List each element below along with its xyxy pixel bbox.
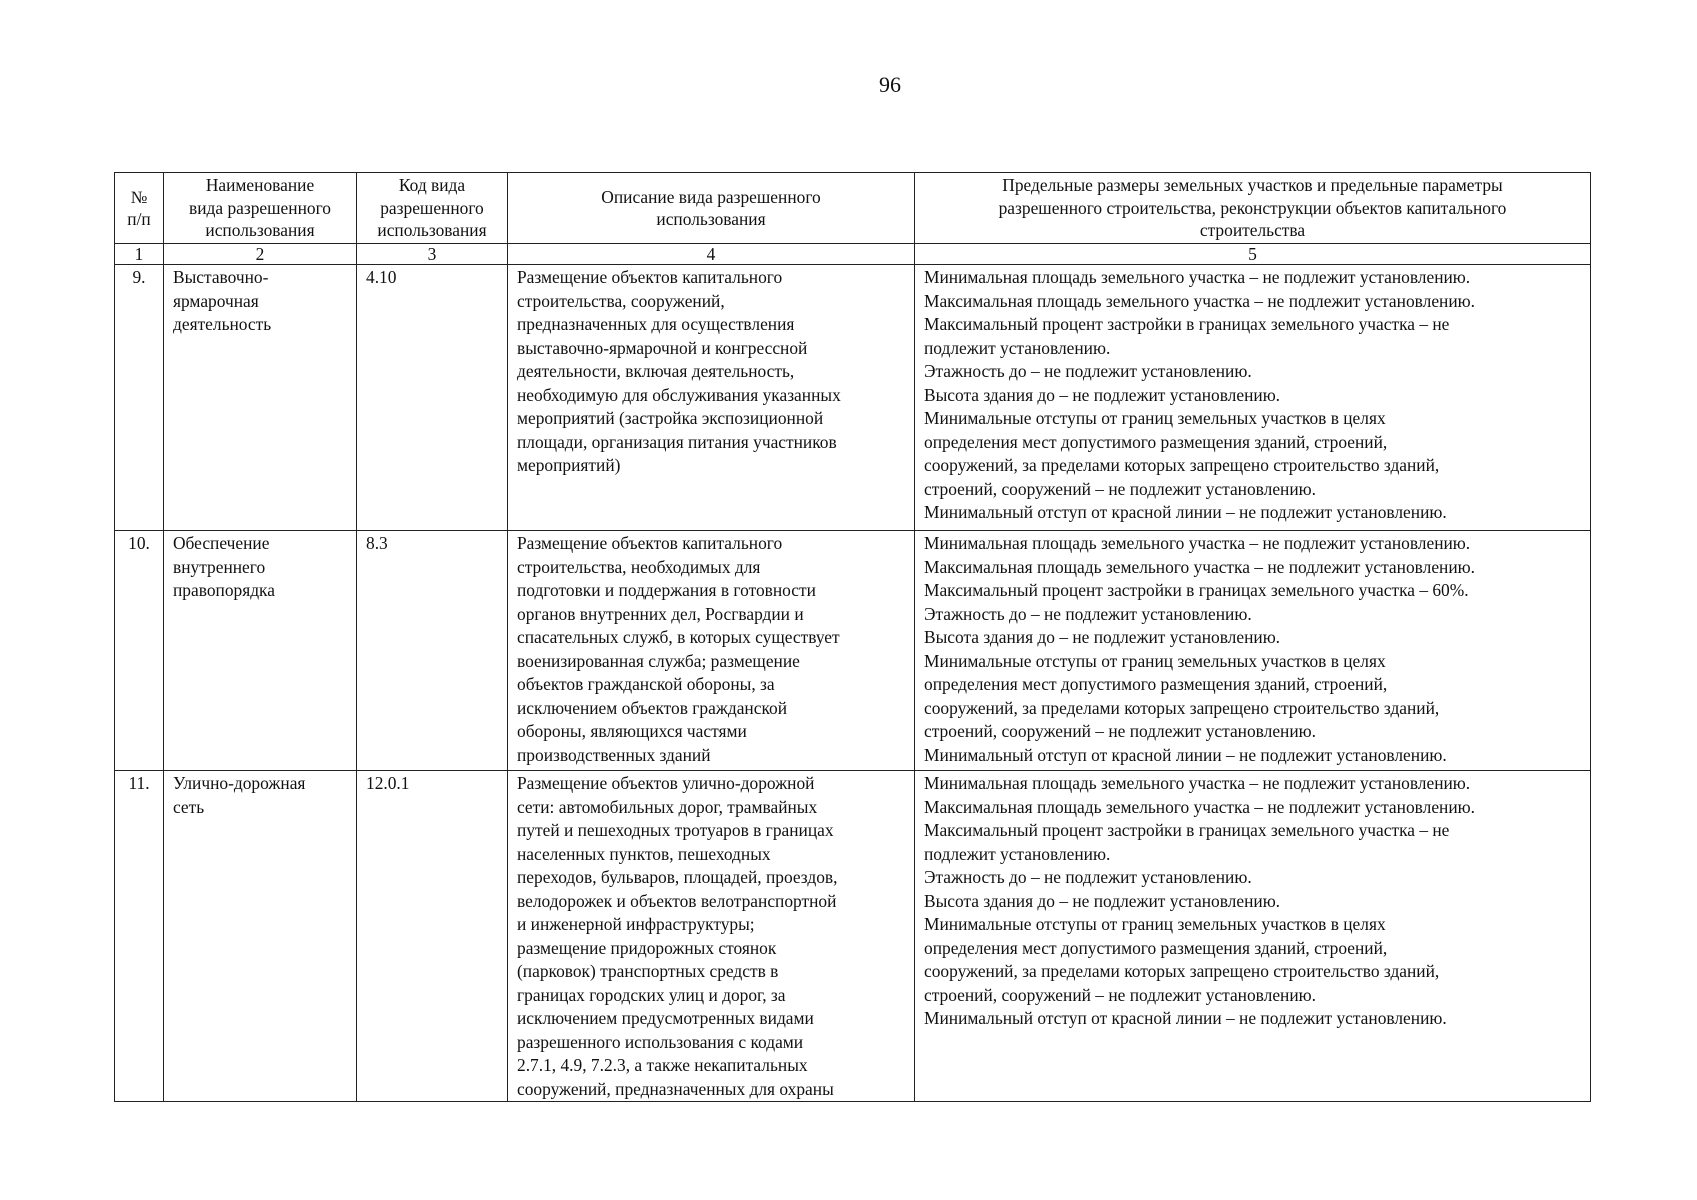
use-type-name: Улично-дорожная сеть: [164, 771, 357, 1102]
column-number: 5: [915, 244, 1591, 265]
table-header-row: [115, 173, 1591, 244]
column-number: 2: [164, 244, 357, 265]
header-code: Код вида разрешенного использования: [357, 173, 508, 244]
page-number: 96: [879, 72, 901, 97]
header-parameters: Предельные размеры земельных участков и предельные параметры разрешенного строительства, реконструкции объектов капитального строительства: [915, 173, 1591, 244]
column-number: 1: [115, 244, 164, 265]
use-type-parameters: Минимальная площадь земельного участка – не подлежит установлению. Максимальная площадь земельного участка – не подлежит установлению. Максимальный процент застройки в границах земельного участка – 60%. Этажность до – не подлежит установлению. Высота здания до – не подлежит установлению. Минимальные отступы от границ земельных участков в целях определения мест допустимого размещения зданий, строений, сооружений, за пределами которых запрещено строительство зданий, строений, сооружений – не подлежит установлению. Минимальный отступ от красной линии – не подлежит установлению.: [915, 531, 1591, 771]
use-type-parameters: Минимальная площадь земельного участка – не подлежит установлению. Максимальная площадь земельного участка – не подлежит установлению. Максимальный процент застройки в границах земельного участка – не подлежит установлению. Этажность до – не подлежит установлению. Высота здания до – не подлежит установлению. Минимальные отступы от границ земельных участков в целях определения мест допустимого размещения зданий, строений, сооружений, за пределами которых запрещено строительство зданий, строений, сооружений – не подлежит установлению. Минимальный отступ от красной линии – не подлежит установлению.: [915, 771, 1591, 1102]
column-number: 3: [357, 244, 508, 265]
row-number: 10.: [115, 531, 164, 771]
header-name: Наименование вида разрешенного использования: [164, 173, 357, 244]
column-number: 4: [508, 244, 915, 265]
row-number: 11.: [115, 771, 164, 1102]
table-row: [115, 771, 1591, 1102]
column-number-row: [115, 244, 1591, 265]
use-type-name: Выставочно- ярмарочная деятельность: [164, 265, 357, 531]
use-type-name: Обеспечение внутреннего правопорядка: [164, 531, 357, 771]
zoning-table: [114, 172, 1591, 1102]
header-num: № п/п: [115, 173, 164, 244]
table-row: [115, 265, 1591, 531]
use-type-description: Размещение объектов улично-дорожной сети: автомобильных дорог, трамвайных путей и пешеходных тротуаров в границах населенных пунктов, пешеходных переходов, бульваров, площадей, проездов, велодорожек и объектов велотранспортной и инженерной инфраструктуры; размещение придорожных стоянок (парковок) транспортных средств в границах городских улиц и дорог, за исключением предусмотренных видами разрешенного использования с кодами 2.7.1, 4.9, 7.2.3, а также некапитальных сооружений, предназначенных для охраны: [508, 771, 915, 1102]
use-type-code: 8.3: [357, 531, 508, 771]
use-type-description: Размещение объектов капитального строительства, необходимых для подготовки и поддержания в готовности органов внутренних дел, Росгвардии и спасательных служб, в которых существует военизированная служба; размещение объектов гражданской обороны, за исключением объектов гражданской обороны, являющихся частями производственных зданий: [508, 531, 915, 771]
table-row: [115, 531, 1591, 771]
use-type-parameters: Минимальная площадь земельного участка – не подлежит установлению. Максимальная площадь земельного участка – не подлежит установлению. Максимальный процент застройки в границах земельного участка – не подлежит установлению. Этажность до – не подлежит установлению. Высота здания до – не подлежит установлению. Минимальные отступы от границ земельных участков в целях определения мест допустимого размещения зданий, строений, сооружений, за пределами которых запрещено строительство зданий, строений, сооружений – не подлежит установлению. Минимальный отступ от красной линии – не подлежит установлению.: [915, 265, 1591, 531]
use-type-code: 4.10: [357, 265, 508, 531]
use-type-code: 12.0.1: [357, 771, 508, 1102]
header-description: Описание вида разрешенного использования: [508, 173, 915, 244]
row-number: 9.: [115, 265, 164, 531]
use-type-description: Размещение объектов капитального строительства, сооружений, предназначенных для осуществления выставочно-ярмарочной и конгрессной деятельности, включая деятельность, необходимую для обслуживания указанных мероприятий (застройка экспозиционной площади, организация питания участников мероприятий): [508, 265, 915, 531]
